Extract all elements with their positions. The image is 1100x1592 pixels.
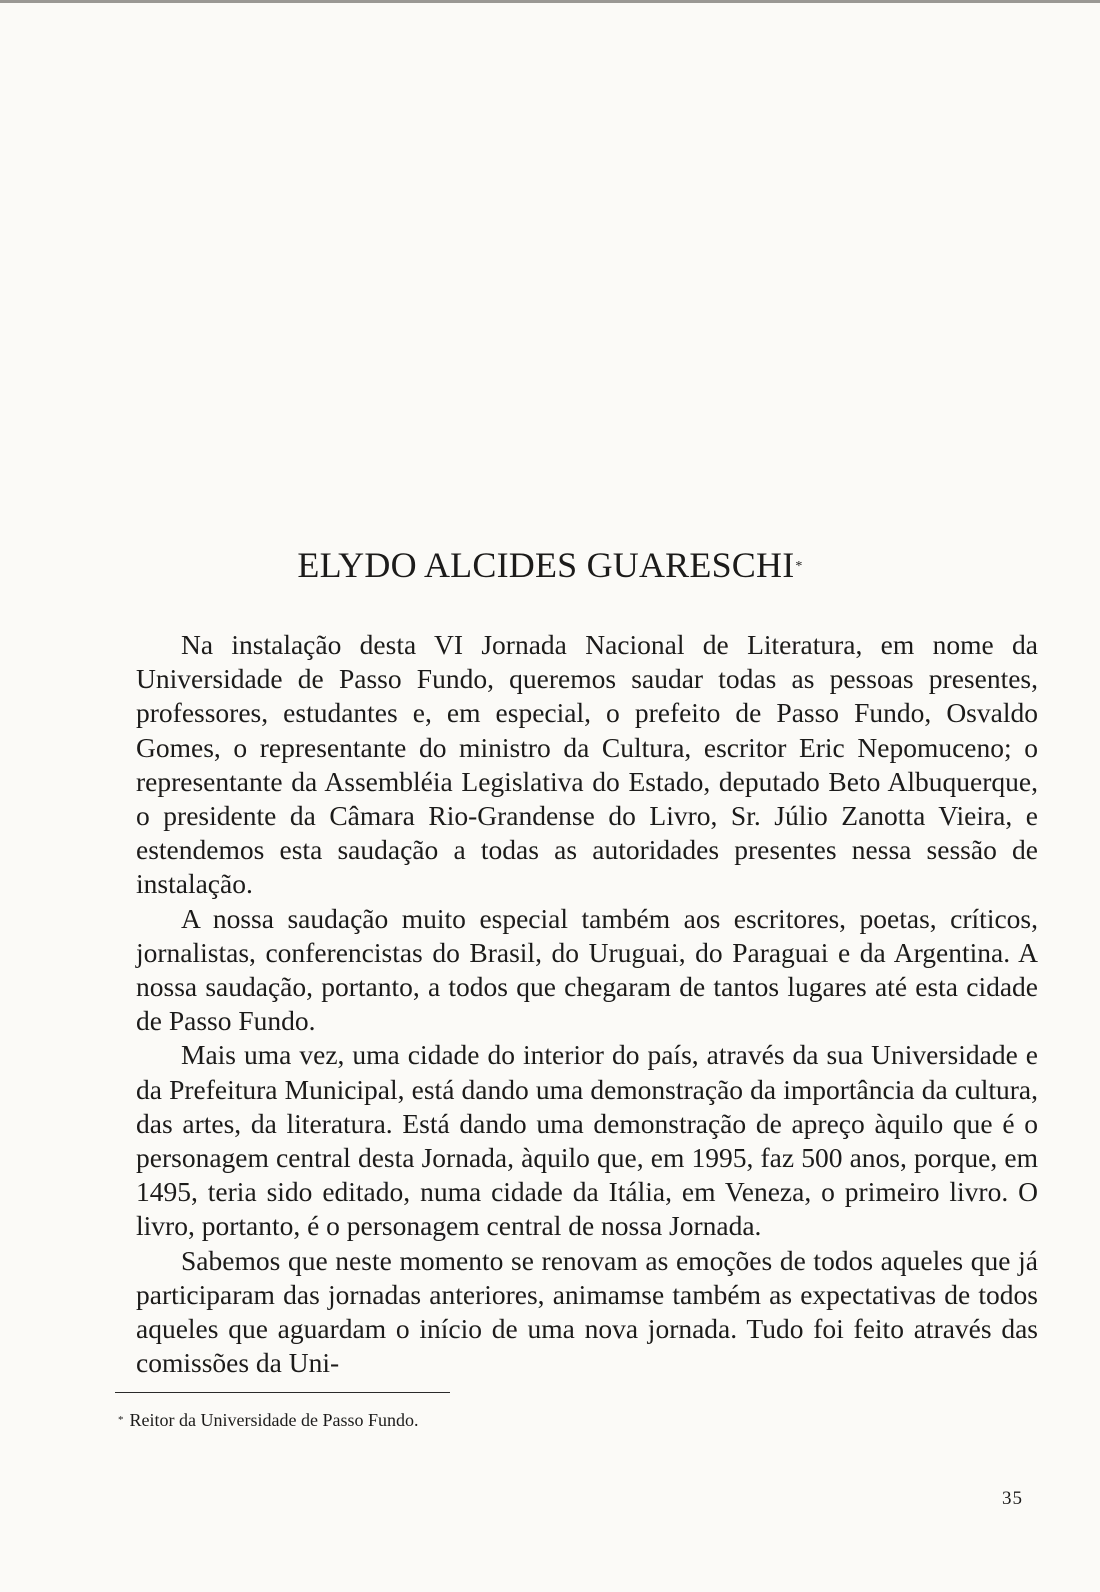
footnote-divider	[115, 1392, 450, 1393]
page-top-edge	[0, 0, 1100, 3]
body-text	[136, 628, 1038, 1380]
page-number: 35	[1002, 1488, 1023, 1509]
page-title	[0, 543, 1100, 587]
title-footnote-mark: *	[795, 559, 803, 574]
paragraph-3: Mais uma vez, uma cidade do interior do país, através da sua Universidade e da Prefeitura Municipal, está dando uma demonstração da importância da cultura, das artes, da literatura. Está dando uma demonstração de apreço àquilo que é o personagem central desta Jornada, àquilo que, em 1995, faz 500 anos, porque, em 1495, teria sido editado, numa cidade da Itália, em Veneza, o primeiro livro. O livro, portanto, é o personagem central de nossa Jornada.	[136, 1039, 1038, 1242]
paragraph-2: A nossa saudação muito especial também aos escritores, poetas, críticos, jornalistas, conferencistas do Brasil, do Uruguai, do Paraguai e da Argentina. A nossa saudação, portanto, a todos que chegaram de tantos lugares até esta cidade de Passo Fundo.	[136, 902, 1038, 1037]
paragraph-1: Na instalação desta VI Jornada Nacional de Literatura, em nome da Universidade de Passo Fundo, queremos saudar todas as pessoas presentes, professores, estudantes e, em especial, o prefeito de Passo Fundo, Osvaldo Gomes, o representante do ministro da Cultura, escritor Eric Nepomuceno; o representante da Assembléia Legislativa do Estado, deputado Beto Albuquerque, o presidente da Câmara Rio-Grandense do Livro, Sr. Júlio Zanotta Vieira, e estendemos esta saudação a todas as autoridades presentes nessa sessão de instalação.	[136, 629, 1038, 900]
page-title-text: ELYDO ALCIDES GUARESCHI	[297, 545, 795, 585]
paragraph-4: Sabemos que neste momento se renovam as emoções de todos aqueles que já participaram das jornadas anteriores, animamse também as expectativas de todos aqueles que aguardam o início de uma nova jornada. Tudo foi feito através das comissões da Uni-	[136, 1244, 1038, 1379]
footnote-text: Reitor da Universidade de Passo Fundo.	[129, 1410, 419, 1430]
footnote	[118, 1409, 418, 1431]
footnote-mark: *	[118, 1414, 124, 1426]
